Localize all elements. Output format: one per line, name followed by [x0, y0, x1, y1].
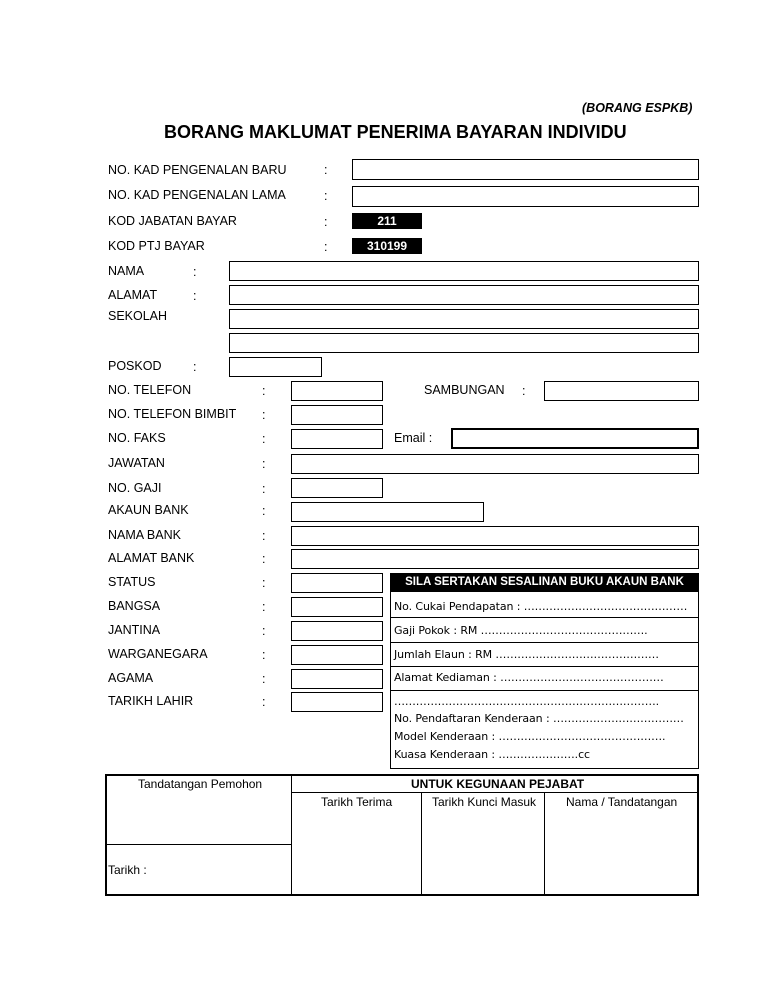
bank-panel-line: Alamat Kediaman : ……………………………………… — [394, 671, 664, 684]
mobile-field[interactable] — [291, 405, 383, 425]
salary-no-field[interactable] — [291, 478, 383, 498]
bank-panel-divider — [390, 642, 699, 643]
name-label: NAMA — [108, 264, 145, 278]
address-field-2[interactable] — [229, 309, 699, 329]
bank-panel-line: ………………………………………………………………. — [394, 695, 659, 708]
citizenship-label: WARGANEGARA — [108, 647, 208, 661]
name-field[interactable] — [229, 261, 699, 281]
key-in-date-label: Tarikh Kunci Masuk — [432, 795, 537, 809]
status-field[interactable] — [291, 573, 383, 593]
bank-panel-line: Model Kenderaan : ………………………………………. — [394, 730, 666, 743]
email-label: Email : — [394, 431, 433, 445]
bank-panel-line: Gaji Pokok : RM ………………………………………. — [394, 624, 648, 637]
school-label: SEKOLAH — [108, 309, 168, 323]
race-label: BANGSA — [108, 599, 161, 613]
bank-panel-line: No. Cukai Pendapatan : ……………………………………… — [394, 600, 688, 613]
footer-divider — [544, 792, 545, 895]
address-field-1[interactable] — [229, 285, 699, 305]
salary-no-label: NO. GAJI — [108, 481, 162, 495]
footer-divider — [421, 792, 422, 895]
colon: : — [262, 695, 266, 709]
colon: : — [522, 384, 526, 398]
religion-label: AGAMA — [108, 671, 154, 685]
gender-label: JANTINA — [108, 623, 161, 637]
ptj-code-label: KOD PTJ BAYAR — [108, 239, 205, 253]
colon: : — [324, 240, 328, 254]
ic-old-field[interactable] — [352, 186, 699, 207]
colon: : — [262, 529, 266, 543]
name-signature-label: Nama / Tandatangan — [566, 795, 678, 809]
postcode-field[interactable] — [229, 357, 322, 377]
address-label: ALAMAT — [108, 288, 158, 302]
colon: : — [324, 215, 328, 229]
colon: : — [262, 672, 266, 686]
bank-panel-line: No. Pendaftaran Kenderaan : ……………………………… — [394, 712, 684, 725]
received-date-label: Tarikh Terima — [321, 795, 393, 809]
colon: : — [262, 552, 266, 566]
colon: : — [193, 265, 197, 279]
ic-new-label: NO. KAD PENGENALAN BARU — [108, 163, 287, 177]
address-field-3[interactable] — [229, 333, 699, 353]
bank-address-field[interactable] — [291, 549, 699, 569]
position-label: JAWATAN — [108, 456, 165, 470]
ic-new-field[interactable] — [352, 159, 699, 180]
colon: : — [262, 576, 266, 590]
extension-field[interactable] — [544, 381, 699, 401]
dept-code-label: KOD JABATAN BAYAR — [108, 214, 237, 228]
mobile-label: NO. TELEFON BIMBIT — [108, 407, 237, 421]
colon: : — [262, 457, 266, 471]
race-field[interactable] — [291, 597, 383, 617]
postcode-label: POSKOD — [108, 359, 162, 373]
bank-panel-divider — [390, 690, 699, 691]
colon: : — [193, 360, 197, 374]
dob-label: TARIKH LAHIR — [108, 694, 194, 708]
bank-panel-line: Kuasa Kenderaan : ………………….cc — [394, 748, 590, 761]
fax-field[interactable] — [291, 429, 383, 449]
colon: : — [262, 648, 266, 662]
status-label: STATUS — [108, 575, 156, 589]
bank-panel-divider — [390, 666, 699, 667]
page-title: BORANG MAKLUMAT PENERIMA BAYARAN INDIVIDU — [164, 122, 627, 142]
colon: : — [193, 289, 197, 303]
colon: : — [262, 600, 266, 614]
bank-address-label: ALAMAT BANK — [108, 551, 195, 565]
gender-field[interactable] — [291, 621, 383, 641]
bank-panel-line: Jumlah Elaun : RM ……………………………………… — [394, 648, 659, 661]
colon: : — [262, 504, 266, 518]
citizenship-field[interactable] — [291, 645, 383, 665]
fax-label: NO. FAKS — [108, 431, 166, 445]
bank-account-field[interactable] — [291, 502, 484, 522]
colon: : — [262, 624, 266, 638]
dob-field[interactable] — [291, 692, 383, 712]
extension-label: SAMBUNGAN — [424, 383, 505, 397]
colon: : — [262, 432, 266, 446]
ptj-code-value: 310199 — [352, 238, 422, 254]
bank-panel-header: SILA SERTAKAN SESALINAN BUKU AKAUN BANK — [390, 573, 699, 592]
bank-account-label: AKAUN BANK — [108, 503, 189, 517]
colon: : — [262, 384, 266, 398]
footer-divider — [106, 844, 291, 845]
phone-label: NO. TELEFON — [108, 383, 192, 397]
colon: : — [262, 408, 266, 422]
date-label: Tarikh : — [108, 863, 147, 877]
email-field[interactable] — [451, 428, 699, 449]
colon: : — [324, 189, 328, 203]
phone-field[interactable] — [291, 381, 383, 401]
colon: : — [262, 482, 266, 496]
ic-old-label: NO. KAD PENGENALAN LAMA — [108, 188, 286, 202]
dept-code-value: 211 — [352, 213, 422, 229]
applicant-signature-label: Tandatangan Pemohon — [138, 777, 263, 791]
bank-panel-divider — [390, 617, 699, 618]
footer-divider — [291, 775, 292, 895]
form-code: (BORANG ESPKB) — [582, 101, 693, 115]
bank-name-label: NAMA BANK — [108, 528, 181, 542]
bank-name-field[interactable] — [291, 526, 699, 546]
religion-field[interactable] — [291, 669, 383, 689]
office-use-label: UNTUK KEGUNAAN PEJABAT — [411, 777, 585, 791]
footer-divider — [291, 792, 698, 793]
position-field[interactable] — [291, 454, 699, 474]
colon: : — [324, 163, 328, 177]
